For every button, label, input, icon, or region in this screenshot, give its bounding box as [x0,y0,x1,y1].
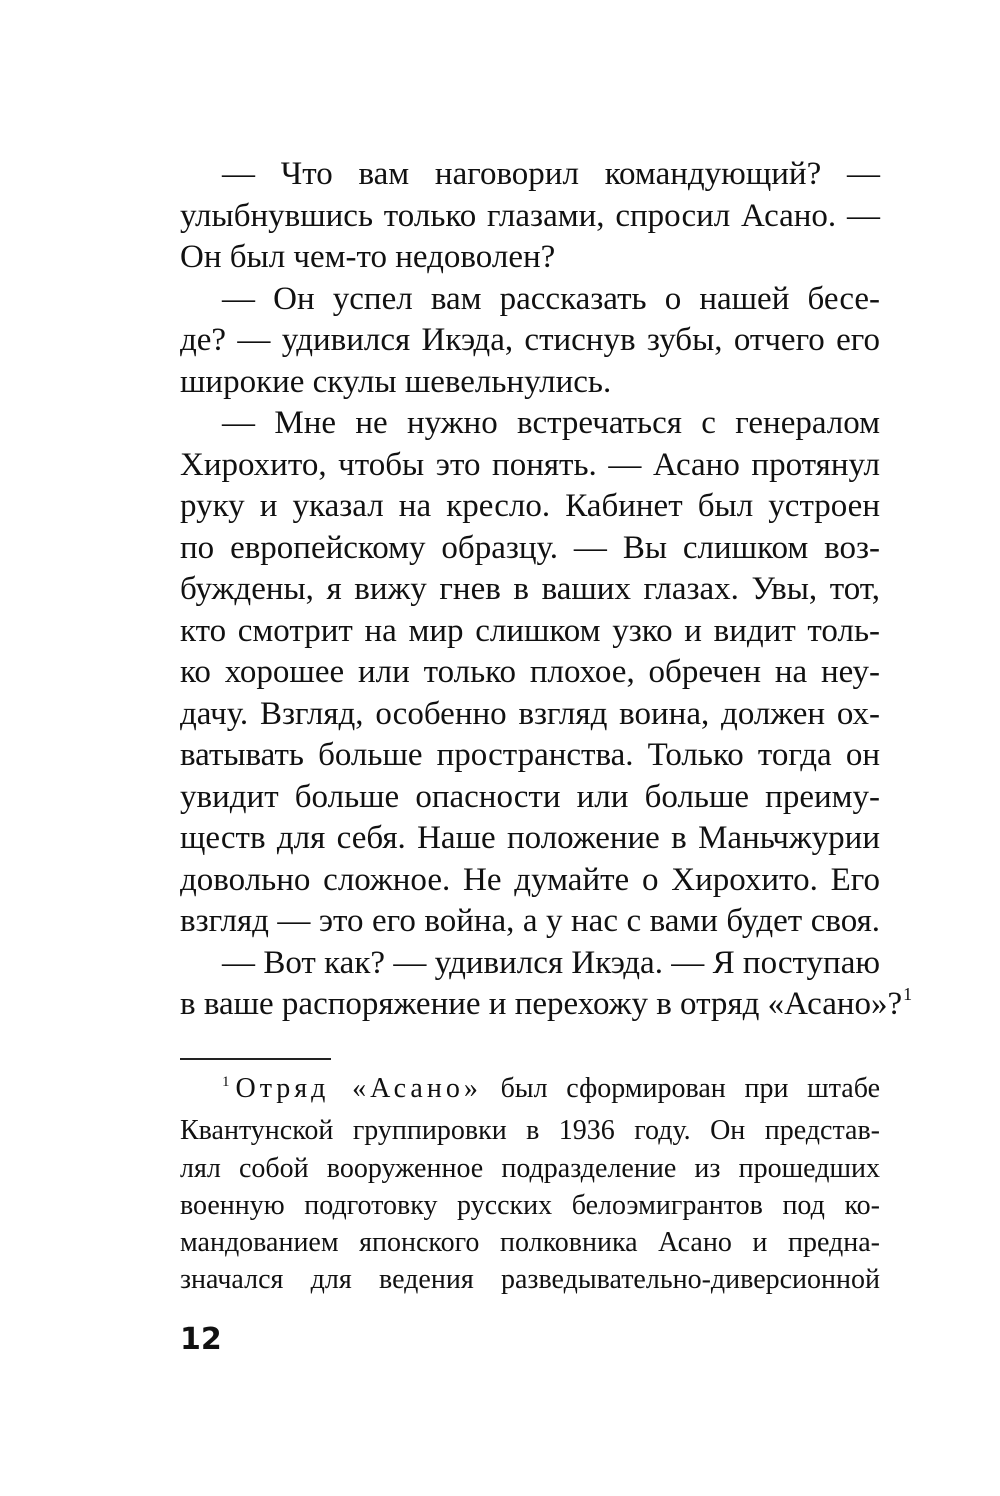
footnote-separator [180,1058,331,1060]
text-line: ществ для себя. Наше положение в Маньчжурии [180,820,880,856]
text-line: — Что вам наговорил командующий? — [222,156,880,192]
footnote-mark: 1 [222,1074,230,1090]
text-line [180,984,913,1030]
footnote-line: мандованием японского полковника Асано и предна- [180,1227,880,1259]
text-line: взгляд — это его война, а у нас с вами будет своя. [180,903,880,939]
text-line: руку и указал на кресло. Кабинет был устроен [180,488,880,524]
text-line-content: в ваше распоряжение и перехожу в отряд «Асано»? [180,986,903,1022]
footnote-line-rest: был сформирован при штабе [500,1073,881,1104]
text-line: де? — удивился Икэда, стиснув зубы, отчего его [180,322,880,358]
text-line: по европейскому образцу. — Вы слишком воз- [180,529,880,566]
text-line: Он был чем-то недоволен? [180,239,556,275]
text-line: — Вот как? — удивился Икэда. — Я поступаю [222,944,880,981]
footnote-reference[interactable]: 1 [903,984,913,1004]
text-line: улыбнувшись только глазами, спросил Асано. — [180,197,880,234]
footnote-line: лял собой вооруженное подразделение из прошедших [180,1152,880,1184]
footnote-spaced-title: Отряд «Асано» [235,1073,482,1104]
main-text [180,154,913,1030]
paragraph [180,279,880,404]
footnote-line: значался для ведения разведывательно-диверсионной [180,1264,880,1296]
paragraph [180,943,913,1030]
text-line: буждены, я вижу гнев в ваших глазах. Увы, тот, [180,571,880,607]
text-line: — Мне не нужно встречаться с генералом [222,405,880,441]
text-line: — Он успел вам рассказать о нашей бесе- [222,280,880,317]
paragraph [180,154,880,279]
text-line: довольно сложное. Не думайте о Хирохито. Его [180,861,880,898]
text-line: широкие скулы шевельнулись. [180,363,612,400]
text-line: Хирохито, чтобы это понять. — Асано протянул [180,446,880,483]
footnote [180,1070,880,1299]
text-line: ватывать больше пространства. Только тогда он [180,737,880,773]
text-line: увидит больше опасности или больше преиму- [180,778,880,815]
paragraph [180,403,880,943]
page-number: 12 [180,1322,222,1357]
footnote-line: военную подготовку русских белоэмигрантов под ко- [180,1189,880,1221]
text-line: ко хорошее или только плохое, обречен на неу- [180,654,880,690]
text-line: дачу. Взгляд, особенно взгляд воина, должен ох- [180,695,880,732]
footnote-line [180,1070,880,1112]
footnote-line: Квантунской группировки в 1936 году. Он представ- [180,1115,880,1147]
text-line: кто смотрит на мир слишком узко и видит толь- [180,612,880,649]
